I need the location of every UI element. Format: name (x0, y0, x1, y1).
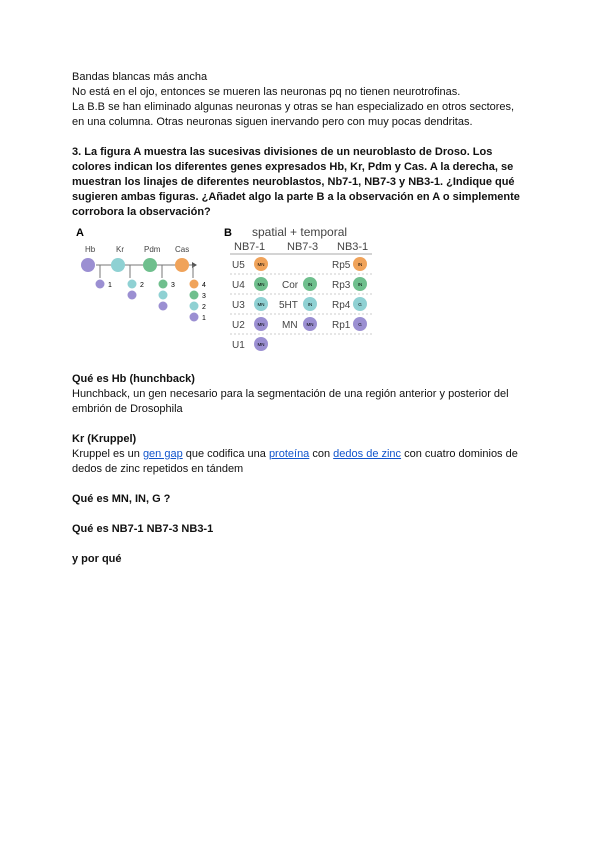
proteina-link[interactable]: proteína (268, 448, 310, 460)
hb-line-2: embrión de Drosophila (72, 403, 183, 415)
kr-text-d: con cuatro dominios de (401, 448, 518, 460)
row-u2: U2 (232, 320, 245, 331)
kr-text-b: que codifica una (182, 448, 269, 460)
figure-svg (72, 224, 532, 354)
num-a7: 1 (202, 315, 206, 322)
badge-cor: IN (307, 282, 313, 287)
pdm-neuroblast (143, 258, 157, 272)
label-cas: Cas (175, 245, 190, 254)
col-nb3-1: NB3-1 (337, 241, 369, 253)
num-a3: 3 (171, 282, 175, 289)
row-u3: U3 (232, 300, 245, 311)
kr-heading: Kr (Kruppel) (72, 433, 137, 445)
intro-line-3: La B.B se han eliminado algunas neuronas y otras se han especializado en otros sectores, (72, 101, 515, 113)
row-u1: U1 (232, 340, 245, 351)
question-mn-in-g: Qué es MN, IN, G ? (72, 493, 171, 505)
kr-line-2: dedos de zinc repetidos en tándem (72, 463, 244, 475)
question-nb: Qué es NB7-1 NB7-3 NB3-1 (72, 523, 214, 535)
badge-5ht: IN (307, 302, 313, 307)
gmc-3a (159, 280, 168, 289)
panel-a-letter: A (76, 227, 84, 239)
badge-u4: MN (257, 282, 265, 287)
hb-neuroblast (81, 258, 95, 272)
question-line-5: corrobora la observación? (72, 206, 211, 218)
hb-line-1: Hunchback, un gen necesario para la segmentación de una región anterior y posterior del (72, 388, 509, 400)
kr-text-a: Kruppel es un (72, 448, 143, 460)
num-a5: 3 (202, 293, 206, 300)
row-u4: U4 (232, 280, 245, 291)
panel-b-letter: B (224, 227, 232, 239)
badge-rp1: G (358, 322, 362, 327)
gen-gap-link[interactable]: gen gap (142, 448, 183, 460)
label-kr: Kr (116, 245, 124, 254)
gmc-4a (190, 280, 199, 289)
num-a2: 2 (140, 282, 144, 289)
num-a1: 1 (108, 282, 112, 289)
gmc-2a (128, 280, 137, 289)
gmc-1 (96, 280, 105, 289)
num-a6: 2 (202, 304, 206, 311)
gmc-3c (159, 302, 168, 311)
neuroblast-figure (72, 224, 532, 354)
mid-5ht: 5HT (279, 300, 298, 311)
gmc-4b (190, 291, 199, 300)
gmc-2b (128, 291, 137, 300)
col-nb7-1: NB7-1 (234, 241, 266, 253)
row-u5: U5 (232, 260, 245, 271)
hb-heading: Qué es Hb (hunchback) (72, 373, 195, 385)
question-line-3: muestran los linajes de diferentes neuroblastos, Nb7-1, NB7-3 y NB3-1. ¿Indique qué (72, 176, 515, 188)
cas-neuroblast (175, 258, 189, 272)
badge-rp4: G (358, 302, 362, 307)
gmc-3b (159, 291, 168, 300)
right-rp5: Rp5 (332, 260, 351, 271)
badge-mn: MN (306, 322, 314, 327)
right-rp4: Rp4 (332, 300, 351, 311)
gmc-4d (190, 313, 199, 322)
intro-line-4: en una columna. Otras neuronas siguen inervando pero con muy pocas dendritas. (72, 116, 473, 128)
question-why: y por qué (72, 553, 122, 565)
label-pdm: Pdm (144, 245, 161, 254)
question-line-2: colores indican los diferentes genes expresados Hb, Kr, Pdm y Cas. A la derecha, se (72, 161, 514, 173)
right-rp3: Rp3 (332, 280, 351, 291)
intro-line-1: Bandas blancas más ancha (72, 71, 208, 83)
gmc-4c (190, 302, 199, 311)
badge-rp3: IN (357, 282, 363, 287)
panel-b-header: spatial + temporal (252, 225, 348, 239)
question-line-4: sugieren ambas figuras. ¿Añadet algo la parte B a la observación en A o simplemente (72, 191, 520, 203)
label-hb: Hb (85, 245, 96, 254)
intro-line-2: No está en el ojo, entonces se mueren las neuronas pq no tienen neurotrofinas. (72, 86, 461, 98)
mid-mn: MN (282, 320, 298, 331)
dedos-de-zinc-link[interactable]: dedos de zinc (333, 448, 402, 460)
badge-rp5: IN (357, 262, 363, 267)
mid-cor: Cor (282, 280, 299, 291)
col-nb7-3: NB7-3 (287, 241, 319, 253)
badge-u5: MN (257, 262, 265, 267)
right-rp1: Rp1 (332, 320, 351, 331)
badge-u1: MN (257, 342, 265, 347)
num-a4: 4 (202, 282, 206, 289)
kr-neuroblast (111, 258, 125, 272)
kr-line-1 (72, 447, 532, 462)
kr-text-c: con (309, 448, 334, 460)
document-page (72, 70, 532, 567)
badge-u3: MN (257, 302, 265, 307)
badge-u2: MN (257, 322, 265, 327)
question-line-1: 3. La figura A muestra las sucesivas divisiones de un neuroblasto de Droso. Los (72, 146, 493, 158)
